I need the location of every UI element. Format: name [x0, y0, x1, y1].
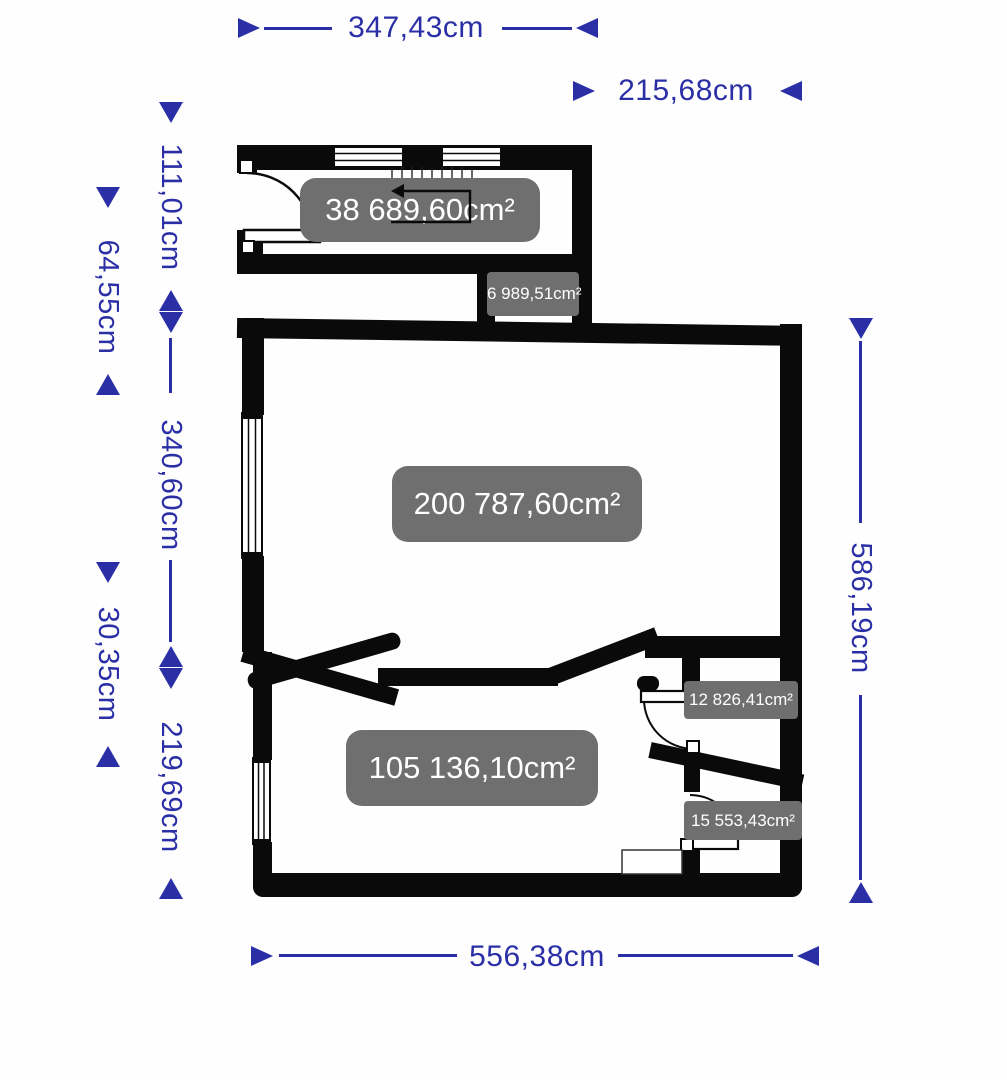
room-label-right-upper-room[interactable]: 12 826,41cm²	[684, 681, 798, 719]
room-label-connector[interactable]: 6 989,51cm²	[487, 272, 579, 316]
dimension-right-height[interactable]: 586,19cm	[845, 542, 877, 674]
room-label-right-lower-room[interactable]: 15 553,43cm²	[684, 801, 802, 840]
dimension-left-inner-middle[interactable]: 340,60cm	[155, 419, 187, 551]
dimension-left-inner-bottom[interactable]: 219,69cm	[155, 721, 187, 853]
dimension-left-outer-upper[interactable]: 64,55cm	[92, 239, 124, 355]
dimension-upper-right-width[interactable]: 215,68cm	[618, 74, 754, 107]
stairs-arrow-icon	[391, 184, 404, 198]
dimension-left-outer-lower[interactable]: 30,35cm	[92, 606, 124, 722]
dimension-left-inner-top[interactable]: 111,01cm	[155, 143, 187, 271]
dimension-top-width[interactable]: 347,43cm	[348, 11, 484, 44]
room-label-top-room[interactable]: 38 689,60cm²	[300, 178, 540, 242]
dimension-bottom-width[interactable]: 556,38cm	[469, 940, 605, 973]
room-label-bottom-room[interactable]: 105 136,10cm²	[346, 730, 598, 806]
room-label-main-room[interactable]: 200 787,60cm²	[392, 466, 642, 542]
